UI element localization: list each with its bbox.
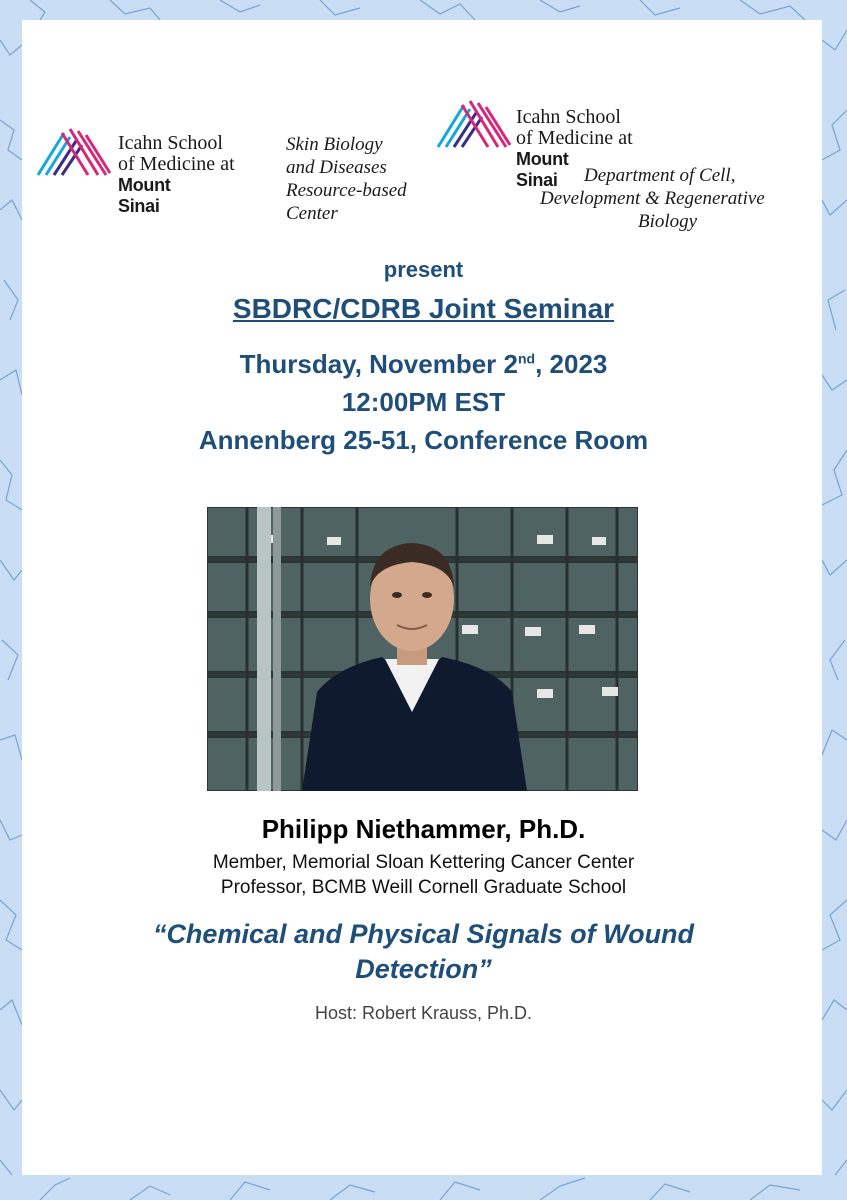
caption-line-4: Center [286,203,338,224]
date-suffix: , 2023 [535,349,608,379]
mount-sinai-logo-icon [36,127,112,177]
logo-line-2: of Medicine at [118,153,235,175]
date-ordinal: nd [517,350,536,367]
department-line-2: Development & Regenerative [540,188,765,209]
speaker-affiliation-1: Member, Memorial Sloan Kettering Cancer Center [212,852,635,873]
speaker-name: Philipp Niethammer, Ph.D. [261,814,586,844]
logo-line-2: of Medicine at [516,127,633,149]
logo-line-4: Sinai [516,170,558,190]
seminar-title: SBDRC/CDRB Joint Seminar [232,293,615,324]
logo-line-3: Mount [516,149,569,169]
department-line-1: Department of Cell, [584,165,736,186]
department-line-3: Biology [638,211,698,232]
speaker-photo [207,507,638,791]
logo-line-1: Icahn School [118,132,223,154]
talk-title-line-2: Detection” [355,954,492,984]
caption-line-3: Resource-based [286,180,407,201]
date-prefix: Thursday, November 2 [239,349,518,379]
host-label: Host: Robert Krauss, Ph.D. [314,1003,533,1023]
logo-line-4: Sinai [118,196,160,216]
logo-line-1: Icahn School [516,106,621,128]
talk-title-line-1: “Chemical and Physical Signals of Wound [152,919,695,949]
speaker-affiliation-2: Professor, BCMB Weill Cornell Graduate School [220,877,627,898]
sbdrc-caption [286,133,407,225]
caption-line-2: and Diseases [286,157,387,178]
department-caption [530,164,820,233]
event-date [0,349,847,380]
event-location: Annenberg 25-51, Conference Room [198,425,649,455]
mount-sinai-logo-icon [436,99,512,149]
caption-line-1: Skin Biology [286,134,383,155]
event-time: 12:00PM EST [341,387,506,417]
present-label: present [383,257,464,282]
mount-sinai-logo-left [36,125,266,220]
logo-line-3: Mount [118,175,171,195]
